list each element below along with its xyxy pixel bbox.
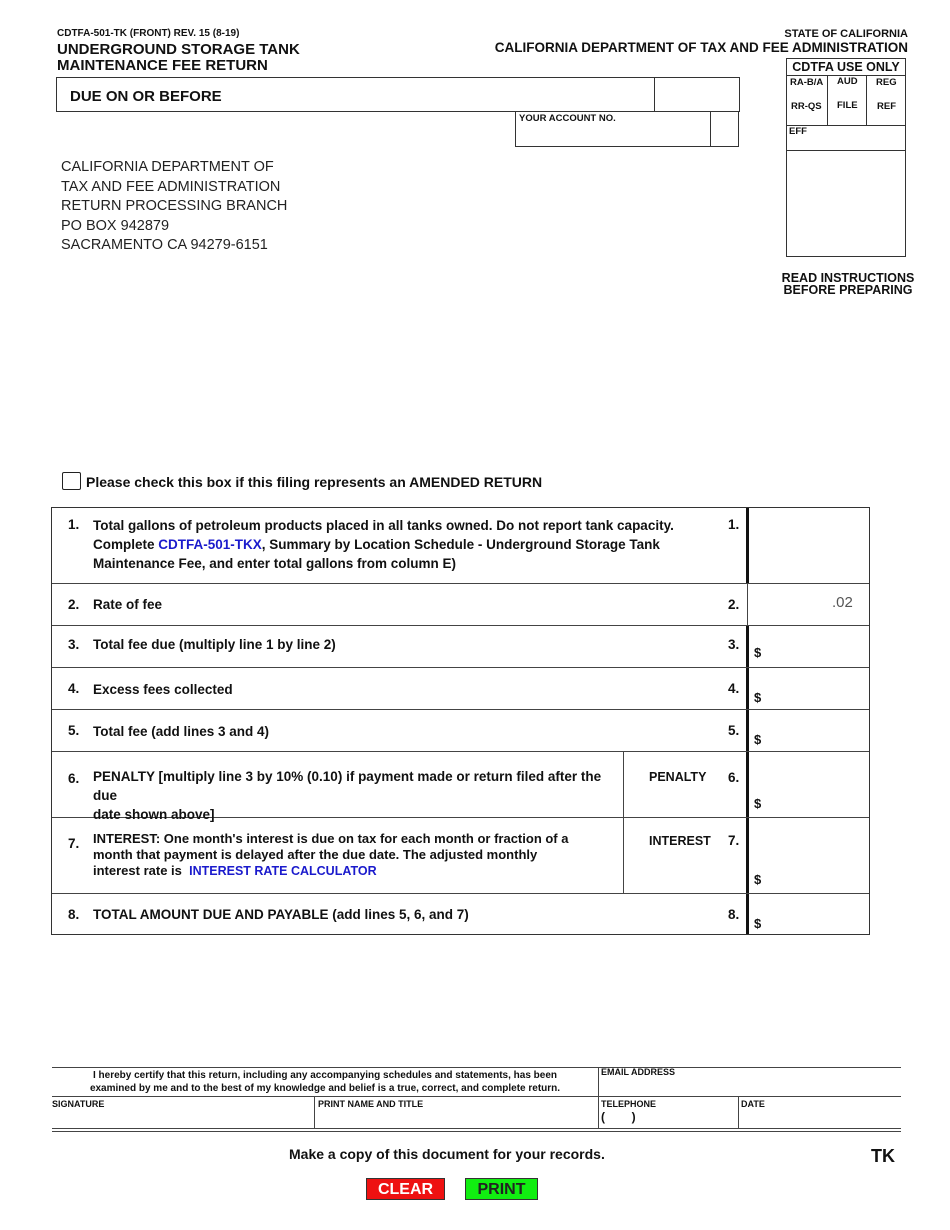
line-7-text-a: INTEREST: One month's interest is due on tax for each month or fraction of a <box>93 831 569 846</box>
print-name-title-input[interactable] <box>316 1110 596 1127</box>
account-number-label: YOUR ACCOUNT NO. <box>519 113 616 124</box>
cdtfa-cell-file: FILE <box>837 100 858 111</box>
line-5-ref: 5. <box>728 723 740 738</box>
line-5-text: Total fee (add lines 3 and 4) <box>93 724 270 739</box>
date-label: DATE <box>741 1099 765 1109</box>
line-8-number: 8. <box>68 907 80 922</box>
line-3-number: 3. <box>68 637 80 652</box>
line-7-text-b: month that payment is delayed after the due date. The adjusted monthly <box>93 847 538 862</box>
print-button[interactable]: PRINT <box>465 1178 538 1200</box>
line-2-text: Rate of fee <box>93 597 163 612</box>
line-6-text <box>93 767 623 824</box>
line-2-number: 2. <box>68 597 80 612</box>
line-6-row <box>52 752 869 822</box>
line-1-input[interactable] <box>750 507 868 583</box>
cdtfa-cell-reg: REG <box>876 77 897 88</box>
address-line4: PO BOX 942879 <box>61 217 170 234</box>
line-8-text: TOTAL AMOUNT DUE AND PAYABLE (add lines 5, 6, and 7) <box>93 907 469 922</box>
line-3-text: Total fee due (multiply line 1 by line 2) <box>93 637 336 652</box>
certification-line2: examined by me and to the best of my knowledge and belief is a true, correct, and complete return. <box>89 1083 561 1094</box>
line-5-currency: $ <box>754 732 762 747</box>
line-1-ref: 1. <box>728 517 740 532</box>
line-5-row <box>52 710 869 752</box>
line-2-row <box>52 584 869 626</box>
cdtfa-501-tkx-link[interactable]: CDTFA-501-TKX <box>158 537 262 552</box>
clear-button[interactable]: CLEAR <box>366 1178 445 1200</box>
line-6-text-a: PENALTY [multiply line 3 by 10% (0.10) if payment made or return filed after the due <box>93 769 602 803</box>
account-divider <box>710 111 711 146</box>
state-label: STATE OF CALIFORNIA <box>784 28 908 40</box>
line-7-input[interactable] <box>750 818 868 893</box>
line-7-text-c <box>93 863 623 879</box>
due-date-box <box>56 77 740 112</box>
signature-label: SIGNATURE <box>52 1099 105 1109</box>
due-date-label: DUE ON OR BEFORE <box>70 88 222 105</box>
line-8-input[interactable] <box>750 894 868 934</box>
line-4-input[interactable] <box>750 668 868 709</box>
line-8-currency: $ <box>754 916 762 931</box>
line-1-text-b <box>93 535 713 554</box>
penalty-label: PENALTY <box>649 770 707 784</box>
line-7-row <box>52 818 869 894</box>
line-3-row <box>52 626 869 668</box>
cdtfa-cell-rr-qs: RR-QS <box>791 101 822 112</box>
line-6-input[interactable] <box>750 752 868 817</box>
line-3-ref: 3. <box>728 637 740 652</box>
line-4-text: Excess fees collected <box>93 682 233 697</box>
address-line1: CALIFORNIA DEPARTMENT OF <box>61 159 274 175</box>
print-name-title-label: PRINT NAME AND TITLE <box>318 1099 424 1109</box>
address-line3: RETURN PROCESSING BRANCH <box>61 198 288 214</box>
line-1-text-b-prefix: Complete <box>93 537 159 552</box>
line-2-rate-value: .02 <box>832 594 853 611</box>
line-7-number: 7. <box>68 836 80 851</box>
line-4-currency: $ <box>754 690 762 705</box>
read-instructions-line2: BEFORE PREPARING <box>783 283 913 297</box>
email-address-input[interactable] <box>600 1079 900 1095</box>
amended-return-checkbox[interactable] <box>62 472 81 490</box>
line-6-number: 6. <box>68 771 80 786</box>
form-title-line2: MAINTENANCE FEE RETURN <box>57 57 268 74</box>
cdtfa-cell-ref: REF <box>877 101 896 112</box>
cdtfa-use-only-title: CDTFA USE ONLY <box>792 60 900 74</box>
form-code: TK <box>871 1146 895 1166</box>
line-1-text-b-suffix: , Summary by Location Schedule - Underground Storage Tank <box>261 537 660 552</box>
line-6-ref: 6. <box>728 770 740 785</box>
line-1-row <box>52 507 869 584</box>
line-5-input[interactable] <box>750 710 868 751</box>
mailing-address <box>61 158 287 256</box>
line-1-text-c: Maintenance Fee, and enter total gallons from column E) <box>93 556 457 571</box>
cdtfa-cell-ra-ba: RA-B/A <box>790 77 824 88</box>
address-line2: TAX AND FEE ADMINISTRATION <box>61 178 281 195</box>
cdtfa-use-only-box <box>786 58 906 257</box>
line-7-currency: $ <box>754 872 762 887</box>
line-1-text <box>93 516 713 573</box>
read-instructions-note <box>772 272 924 296</box>
read-instructions-line1: READ INSTRUCTIONS <box>781 271 915 285</box>
certification-statement <box>52 1069 598 1095</box>
line-6-currency: $ <box>754 796 762 811</box>
line-6-text-b: date shown above] <box>93 807 215 822</box>
line-7-ref: 7. <box>728 833 740 848</box>
telephone-label: TELEPHONE <box>601 1099 657 1109</box>
telephone-input[interactable]: ( ) <box>601 1110 636 1124</box>
date-input[interactable] <box>740 1110 900 1127</box>
form-id: CDTFA-501-TK (FRONT) REV. 15 (8-19) <box>57 28 240 39</box>
line-2-ref: 2. <box>728 597 740 612</box>
email-address-label: EMAIL ADDRESS <box>601 1067 676 1077</box>
line-3-input[interactable] <box>750 626 868 667</box>
line-8-row <box>52 894 869 935</box>
line-1-number: 1. <box>68 517 80 532</box>
cdtfa-cell-eff: EFF <box>789 126 807 137</box>
line-4-ref: 4. <box>728 681 740 696</box>
certification-line1: I hereby certify that this return, including any accompanying schedules and statements, has been <box>92 1070 557 1081</box>
amended-return-label: Please check this box if this filing represents an AMENDED RETURN <box>86 474 543 490</box>
line-7-text <box>93 831 623 879</box>
address-line5: SACRAMENTO CA 94279-6151 <box>61 237 268 253</box>
copy-records-note: Make a copy of this document for your records. <box>289 1146 605 1162</box>
line-4-row <box>52 668 869 710</box>
line-8-ref: 8. <box>728 907 740 922</box>
line-3-currency: $ <box>754 645 762 660</box>
interest-rate-calculator-link[interactable]: INTEREST RATE CALCULATOR <box>189 864 377 878</box>
line-7-text-c-prefix: interest rate is <box>93 863 182 878</box>
account-number-box <box>515 111 739 147</box>
form-title-line1: UNDERGROUND STORAGE TANK <box>57 41 300 58</box>
department-label: CALIFORNIA DEPARTMENT OF TAX AND FEE ADMINISTRATION <box>494 40 908 55</box>
due-date-field[interactable] <box>654 77 740 112</box>
line-5-number: 5. <box>68 723 80 738</box>
line-4-number: 4. <box>68 681 80 696</box>
cdtfa-cell-aud: AUD <box>837 76 858 87</box>
line-1-text-a: Total gallons of petroleum products placed in all tanks owned. Do not report tank capacity. <box>93 518 674 533</box>
interest-label: INTEREST <box>649 834 711 848</box>
signature-input[interactable] <box>52 1110 312 1127</box>
